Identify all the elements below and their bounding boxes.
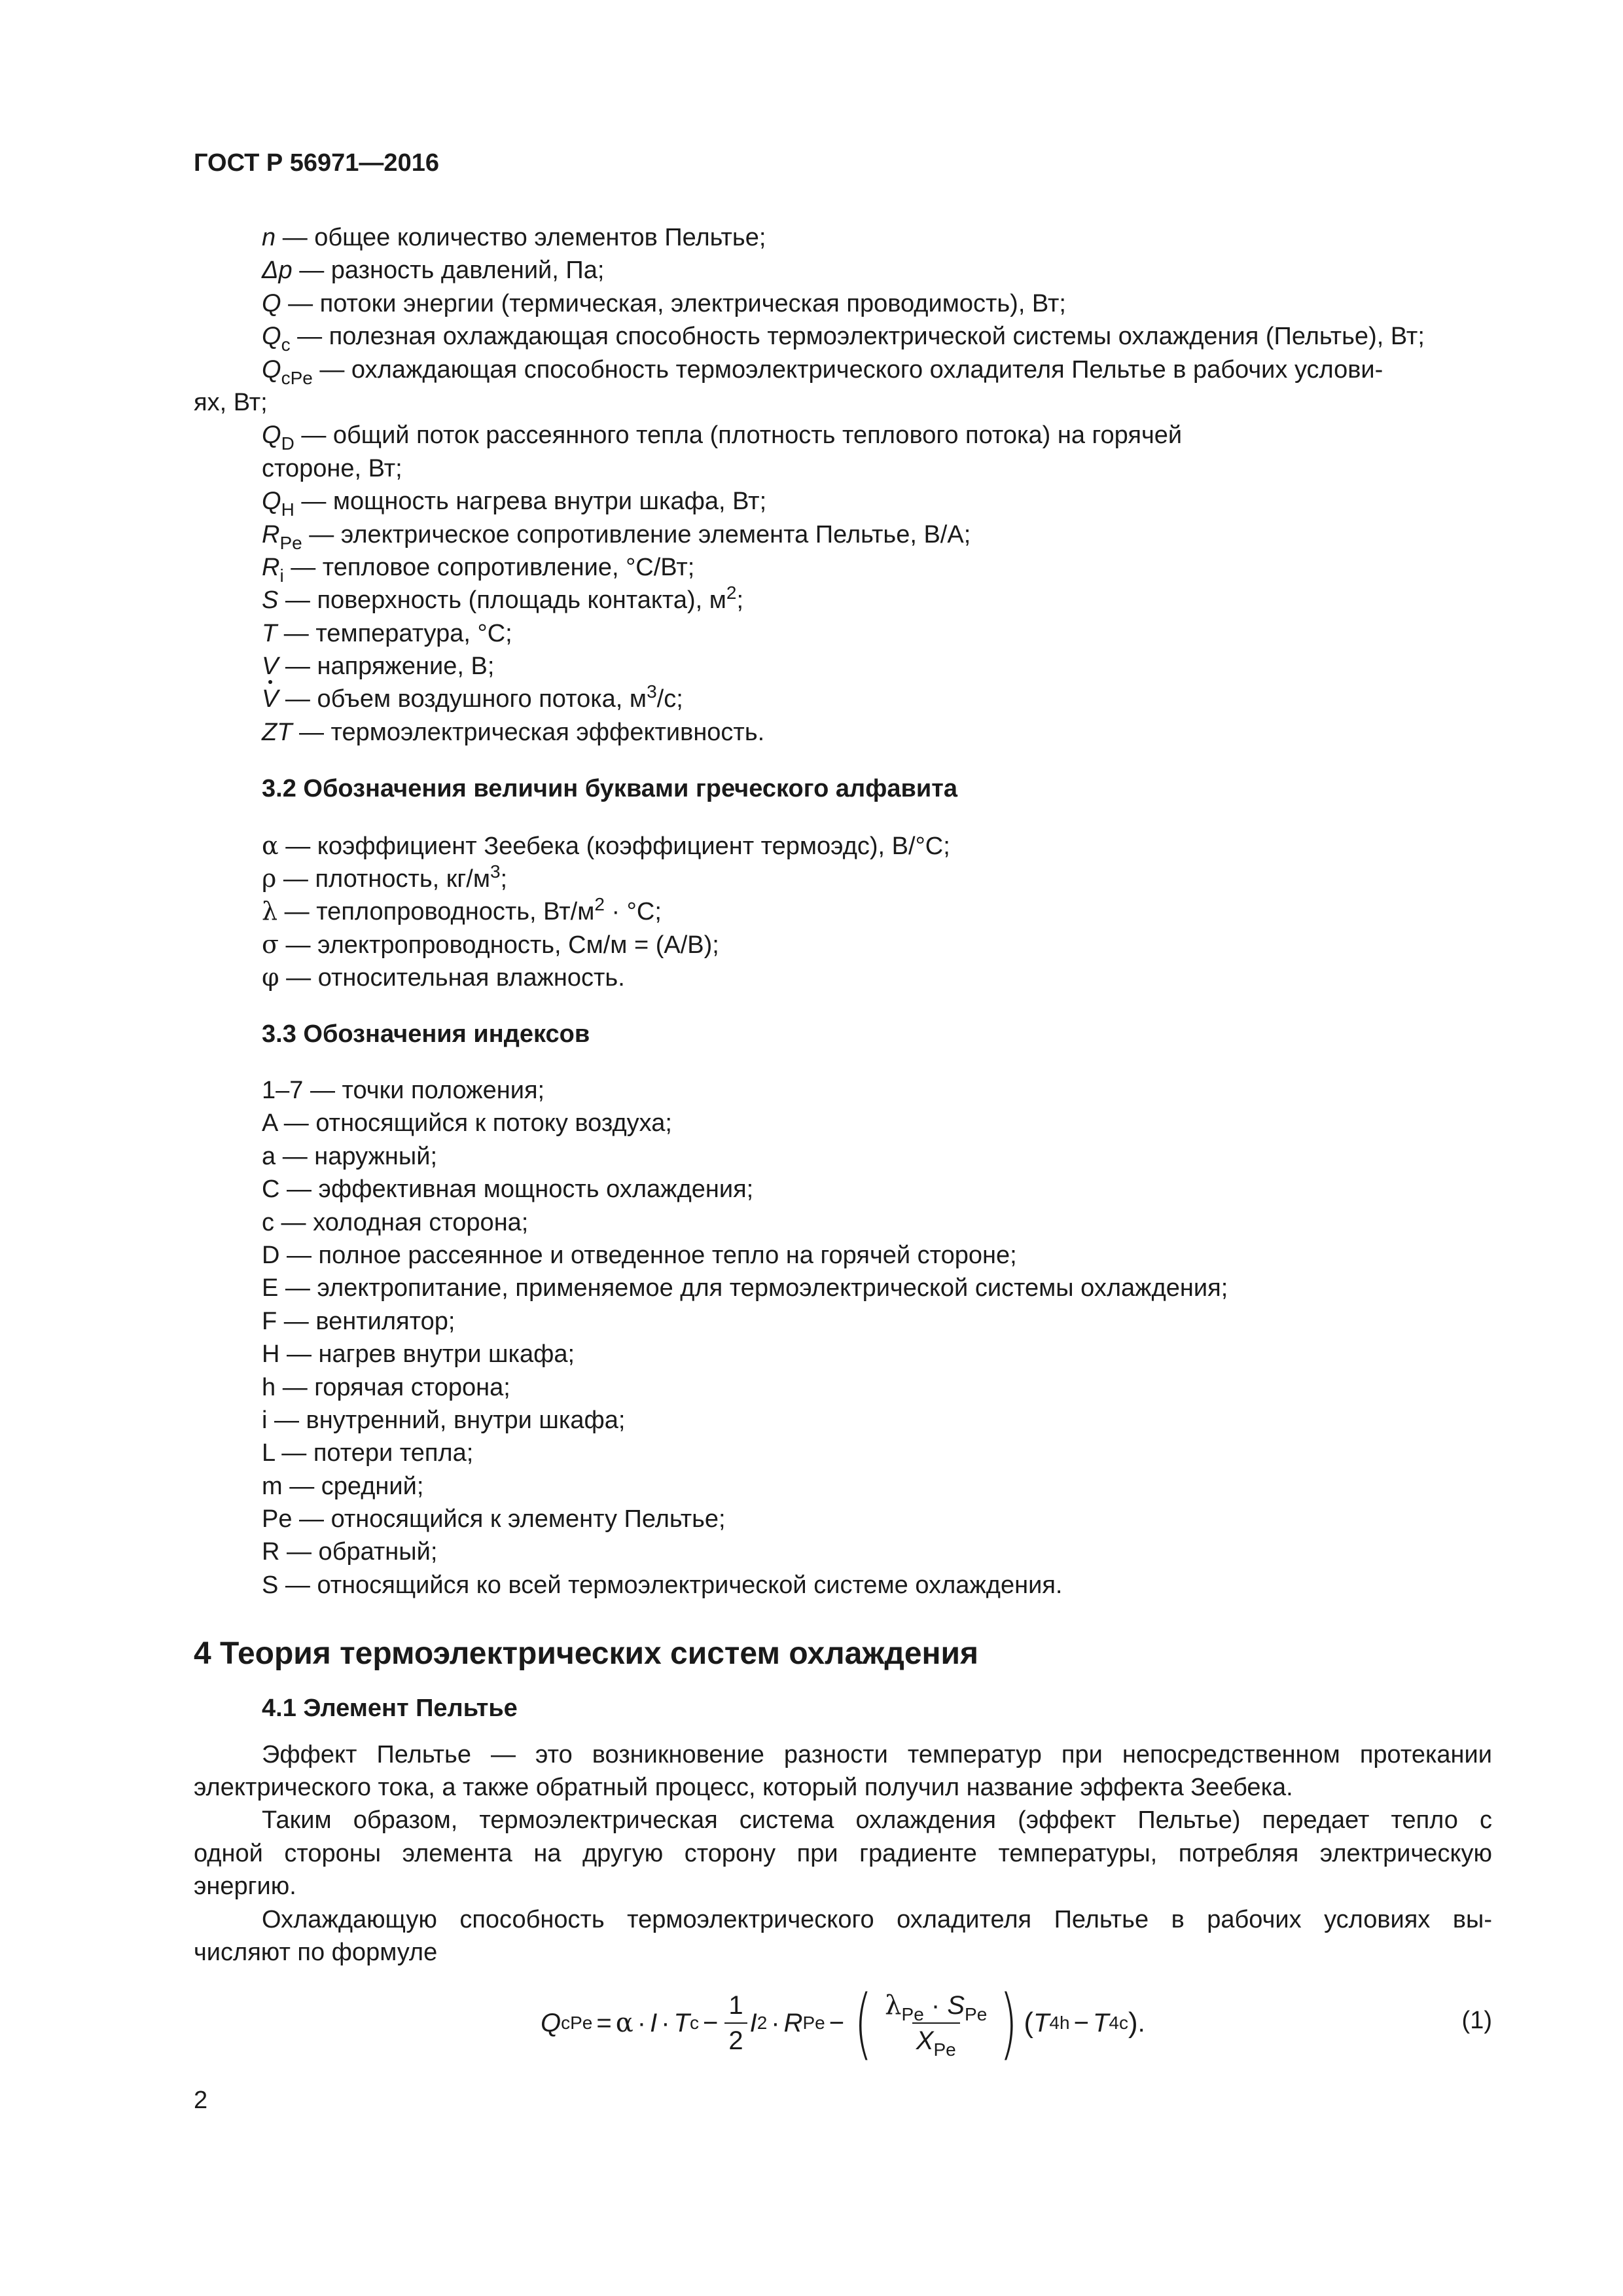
- greek-symbol-item: α — коэффициент Зеебека (коэффициент термоэдс), В/°С;: [262, 831, 950, 860]
- paragraph-line: Таким образом, термоэлектрическая система охлаждения (эффект Пельтье) передает тепло с: [262, 1806, 1492, 1835]
- formula: Q cPe = α · I · T c − $\frac{1}{2}$ I 2 · R Pe − ( $\frac{\lambda_{Pe} \cdot S_{Pe}}{X_{Pe}}$ ) ( T 4h − T 4c ) .: [541, 1978, 1145, 2069]
- index-item: F — вентилятор;: [262, 1307, 455, 1335]
- index-item: 1–7 — точки положения;: [262, 1076, 545, 1104]
- fraction-lambda: $\frac{\lambda_{Pe} \cdot S_{Pe}}{X_{Pe}}$: [885, 1990, 988, 2060]
- paragraph: [194, 1903, 1492, 1969]
- symbol-item: Q — потоки энергии (термическая, электрическая проводимость), Вт;: [262, 289, 1066, 317]
- paragraph: [194, 1738, 1492, 1804]
- symbol-item: $R_i$ — тепловое сопротивление, °С/Вт;: [262, 553, 695, 586]
- index-item: h — горячая сторона;: [262, 1373, 510, 1401]
- symbol-item: $Q_c$ — полезная охлаждающая способность термоэлектрической системы охлаждения (Пельтье), Вт;: [262, 323, 1425, 355]
- index-item: C — эффективная мощность охлаждения;: [262, 1175, 754, 1204]
- symbol-item: n — общее количество элементов Пельтье;: [262, 224, 766, 251]
- index-item: E — электропитание, применяемое для термоэлектрической системы охлаждения;: [262, 1274, 1228, 1302]
- symbol-item: $Q_H$ — мощность нагрева внутри шкафа, Вт;: [262, 488, 767, 520]
- index-item: D — полное рассеянное и отведенное тепло на горячей стороне;: [262, 1241, 1017, 1269]
- index-item: S — относящийся ко всей термоэлектрической системе охлаждения.: [262, 1571, 1063, 1599]
- greek-symbol-item: λ — теплопроводность, $Вт/м^2 \cdot ^\circ С$;: [262, 894, 662, 926]
- symbol-item: T — температура, °С;: [262, 619, 512, 647]
- page-number: 2: [194, 2087, 208, 2114]
- index-item: i — внутренний, внутри шкафа;: [262, 1406, 626, 1434]
- index-item: c — холодная сторона;: [262, 1208, 529, 1236]
- symbol-item-continuation: ях, Вт;: [194, 388, 268, 416]
- equation-1: [194, 1974, 1492, 2072]
- section-heading-3-2: 3.2 Обозначения величин буквами греческого алфавита: [262, 775, 957, 803]
- paragraph-line: Эффект Пельтье — это возникновение разности температур при непосредственном протекании: [262, 1740, 1492, 1768]
- greek-symbol-item: σ — электропроводность, См/м = (А/В);: [262, 929, 719, 959]
- index-item: m — средний;: [262, 1472, 424, 1500]
- section-heading-3-3: 3.3 Обозначения индексов: [262, 1020, 590, 1048]
- paragraph-line: электрического тока, а также обратный процесс, который получил название эффекта Зеебека.: [194, 1774, 1293, 1802]
- section-heading-4: 4 Теория термоэлектрических систем охлаждения: [194, 1636, 979, 1672]
- paragraph: [194, 1804, 1492, 1903]
- index-list: [194, 1074, 1492, 1602]
- symbol-item: ZT — термоэлектрическая эффективность.: [262, 718, 765, 746]
- fraction-half: $\frac{1}{2}$: [724, 1988, 747, 2058]
- symbol-item: V — объем воздушного потока, $м^3/с$;: [194, 683, 1492, 715]
- document-code: ГОСТ Р 56971—2016: [194, 149, 439, 177]
- index-item: A — относящийся к потоку воздуха;: [262, 1109, 672, 1138]
- paragraph-line: одной стороны элемента на другую сторону при градиенте температуры, потребляя электрическую: [194, 1839, 1492, 1867]
- index-item: H — нагрев внутри шкафа;: [262, 1340, 575, 1369]
- symbol-item: $R_{Pe}$ — электрическое сопротивление элемента Пельтье, В/А;: [262, 520, 971, 553]
- paragraph-line: Охлаждающую способность термоэлектрического охладителя Пельтье в рабочих условиях вы-: [262, 1905, 1492, 1933]
- greek-symbol-list: [194, 829, 1492, 994]
- greek-symbol-item: φ — относительная влажность.: [262, 963, 625, 992]
- symbol-item: $Q_{cPe}$ — охлаждающая способность термоэлектрического охладителя Пельтье в рабочих услови-: [262, 355, 1383, 388]
- symbol-item: Δp — разность давлений, Па;: [262, 257, 605, 285]
- symbol-list: [194, 221, 1492, 749]
- index-item: Pe — относящийся к элементу Пельтье;: [262, 1505, 726, 1534]
- greek-symbol-item: ρ — плотность, $кг/м^3$;: [262, 861, 508, 893]
- paragraph-line: энергию.: [194, 1873, 296, 1901]
- paragraph-line: числяют по формуле: [194, 1938, 438, 1966]
- index-item: L — потери тепла;: [262, 1439, 474, 1467]
- page-content: [194, 221, 1492, 2072]
- equation-number: (1): [1461, 2007, 1492, 2035]
- symbol-item-continuation: стороне, Вт;: [262, 454, 402, 482]
- symbol-item: V — напряжение, В;: [262, 653, 495, 681]
- symbol-item: $Q_D$ — общий поток рассеянного тепла (плотность теплового потока) на горячей: [262, 422, 1183, 454]
- section-heading-4-1: 4.1 Элемент Пельтье: [262, 1695, 518, 1723]
- symbol-item: S — поверхность (площадь контакта), $м^2$;: [262, 583, 744, 615]
- index-item: R — обратный;: [262, 1538, 438, 1566]
- index-item: a — наружный;: [262, 1142, 438, 1170]
